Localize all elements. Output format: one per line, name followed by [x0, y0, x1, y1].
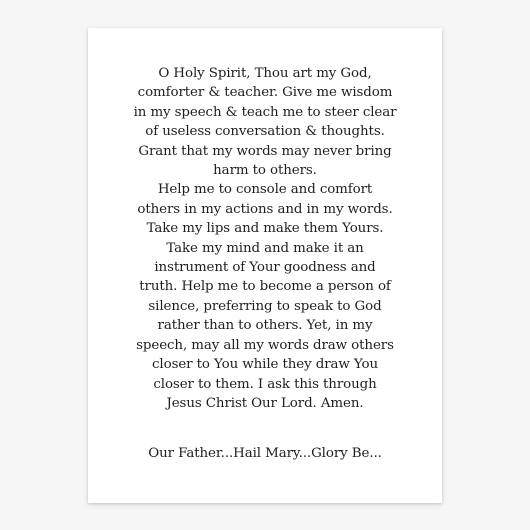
prayer-line: Take my mind and make it an: [166, 240, 364, 256]
prayer-line: O Holy Spirit, Thou art my God,: [158, 66, 372, 81]
prayer-line: truth. Help me to become a person of: [139, 279, 391, 295]
prayer-line: comforter & teacher. Give me wisdom: [137, 85, 393, 101]
prayer-line: Grant that my words may never bring: [138, 143, 392, 159]
closing-prayers-line: Our Father...Hail Mary...Glory Be...: [148, 446, 382, 461]
prayer-card: [88, 28, 442, 503]
prayer-line: in my speech & teach me to steer clear: [133, 104, 397, 120]
prayer-line: silence, preferring to speak to God: [148, 298, 382, 314]
prayer-line: rather than to others. Yet, in my: [157, 318, 373, 334]
prayer-line: Help me to console and comfort: [157, 182, 373, 198]
prayer-line: others in my actions and in my words.: [137, 201, 393, 217]
prayer-line: closer to them. I ask this through: [153, 376, 377, 392]
prayer-line: harm to others.: [213, 163, 317, 179]
prayer-line: Jesus Christ Our Lord. Amen.: [166, 395, 364, 411]
prayer-line: closer to You while they draw You: [152, 357, 378, 373]
prayer-line: of useless conversation & thoughts.: [145, 124, 385, 140]
prayer-text: [88, 64, 442, 413]
prayer-line: instrument of Your goodness and: [154, 260, 376, 276]
prayer-line: speech, may all my words draw others: [136, 337, 394, 353]
prayer-line: Take my lips and make them Yours.: [146, 221, 384, 237]
